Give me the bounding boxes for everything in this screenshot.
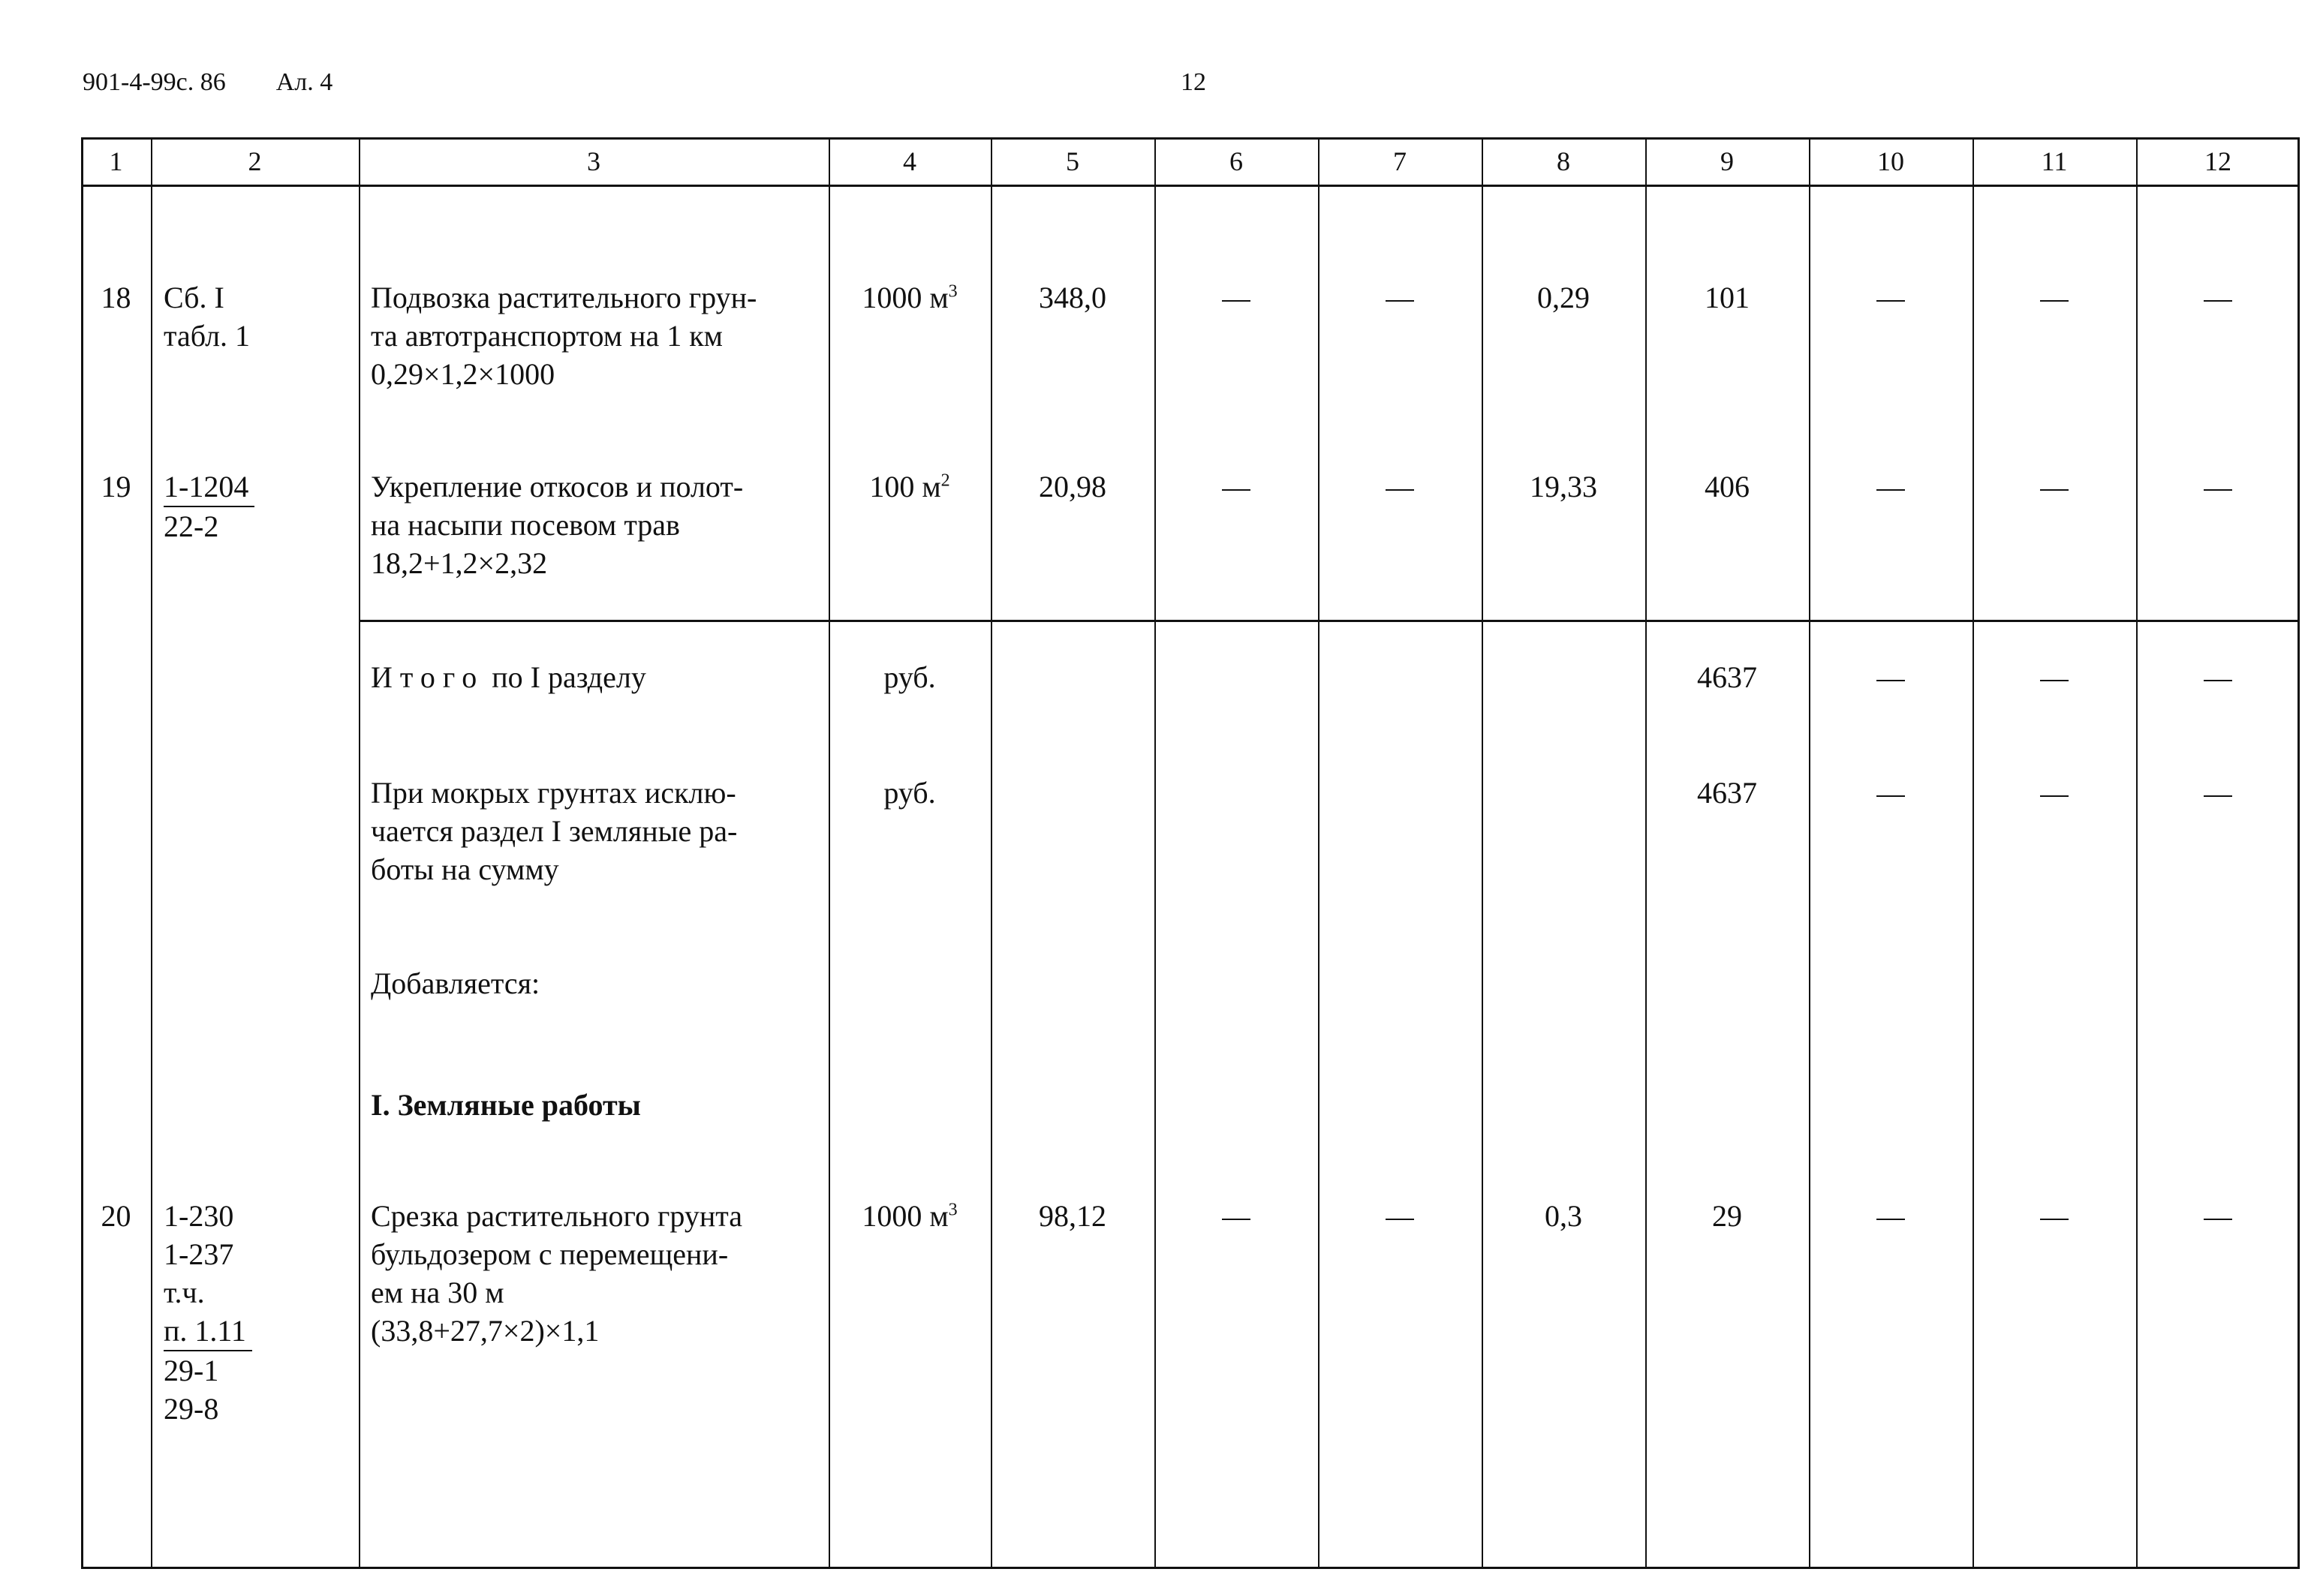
wet-soil-line-2: чается раздел I земляные ра- bbox=[371, 814, 738, 848]
wet-soil-note bbox=[371, 774, 737, 888]
row-19-col-5: 20,98 bbox=[1039, 470, 1106, 503]
col-divider-7 bbox=[1482, 137, 1483, 1569]
col-header-8: 8 bbox=[1557, 146, 1570, 176]
col-header-2: 2 bbox=[248, 146, 262, 176]
col-divider-4 bbox=[991, 137, 992, 1569]
total-col-10 bbox=[1809, 658, 1972, 696]
col-divider-10 bbox=[1972, 137, 1974, 1569]
row-19-col-6 bbox=[1154, 467, 1318, 506]
row-20-num: 20 bbox=[101, 1199, 131, 1233]
row-20-unit-text: 1000 м bbox=[862, 1199, 949, 1233]
row-20-col-9: 29 bbox=[1712, 1199, 1742, 1233]
wet-soil-line-3: боты на сумму bbox=[371, 852, 559, 886]
total-col-9: 4637 bbox=[1697, 660, 1757, 694]
col-header-3: 3 bbox=[587, 146, 600, 176]
dash-mark bbox=[2040, 489, 2069, 491]
col-header-4: 4 bbox=[903, 146, 916, 176]
row-19-col-8: 19,33 bbox=[1530, 470, 1597, 503]
row-19-desc-line-2: на насыпи посевом трав bbox=[371, 508, 680, 542]
row-20-col-7 bbox=[1318, 1197, 1482, 1235]
row-20-code-line-3: т.ч. bbox=[164, 1276, 205, 1309]
wet-soil-col-11 bbox=[1972, 774, 2136, 812]
row-20-unit bbox=[829, 1197, 991, 1235]
total-word: Итого bbox=[371, 660, 485, 694]
col-header-10: 10 bbox=[1877, 146, 1904, 176]
row-18-code bbox=[164, 278, 250, 355]
dash-mark bbox=[1386, 489, 1414, 491]
row-18-description bbox=[371, 278, 757, 393]
col-divider-6 bbox=[1318, 137, 1320, 1569]
dash-mark bbox=[2040, 300, 2069, 302]
summary-divider bbox=[359, 620, 2300, 622]
col-header-5: 5 bbox=[1066, 146, 1079, 176]
row-18-col-6 bbox=[1154, 278, 1318, 317]
row-20-code-line-6: 29-8 bbox=[164, 1392, 219, 1426]
dash-mark bbox=[1386, 300, 1414, 302]
col-divider-5 bbox=[1154, 137, 1156, 1569]
col-divider-8 bbox=[1645, 137, 1647, 1569]
row-18-unit-sup: 3 bbox=[948, 281, 958, 302]
row-19-unit-sup: 2 bbox=[940, 470, 950, 491]
wet-soil-unit: руб. bbox=[883, 776, 936, 810]
row-18-col-7 bbox=[1318, 278, 1482, 317]
row-19-col-7 bbox=[1318, 467, 1482, 506]
row-18-col-11 bbox=[1972, 278, 2136, 317]
row-20-col-10 bbox=[1809, 1197, 1972, 1235]
col-divider-1 bbox=[151, 137, 152, 1569]
col-divider-3 bbox=[829, 137, 830, 1569]
row-20-code-line-2: 1-237 bbox=[164, 1237, 234, 1271]
row-18-desc-line-1: Подвозка растительного грун- bbox=[371, 281, 757, 314]
dash-mark bbox=[1222, 1219, 1250, 1220]
total-rest: по I разделу bbox=[484, 660, 646, 694]
dash-mark bbox=[1222, 489, 1250, 491]
row-18-col-9: 101 bbox=[1705, 281, 1750, 314]
doc-id: 901-4-99с. 86 bbox=[83, 68, 226, 96]
row-19-col-10 bbox=[1809, 467, 1972, 506]
row-20-code-line-1: 1-230 bbox=[164, 1199, 234, 1233]
total-col-12 bbox=[2136, 658, 2300, 696]
row-20-col-8: 0,3 bbox=[1545, 1199, 1582, 1233]
row-20-code-fraction-top: п. 1.11 bbox=[164, 1312, 252, 1351]
sheet-label: Ал. 4 bbox=[275, 68, 333, 96]
row-19-col-11 bbox=[1972, 467, 2136, 506]
dash-mark bbox=[1876, 795, 1905, 797]
doc-header-left bbox=[83, 68, 333, 98]
added-label: Добавляется: bbox=[371, 966, 540, 1000]
row-19-desc-line-1: Укрепление откосов и полот- bbox=[371, 470, 744, 503]
row-20-code-line-5: 29-1 bbox=[164, 1354, 219, 1387]
dash-mark bbox=[1876, 1219, 1905, 1220]
row-19-col-9: 406 bbox=[1705, 470, 1750, 503]
row-18-col-12 bbox=[2136, 278, 2300, 317]
dash-mark bbox=[2204, 795, 2232, 797]
dash-mark bbox=[1876, 489, 1905, 491]
col-header-11: 11 bbox=[2041, 146, 2068, 176]
dash-mark bbox=[1222, 300, 1250, 302]
dash-mark bbox=[2204, 680, 2232, 681]
row-19-code-top: 1-1204 bbox=[164, 467, 254, 507]
row-19-code-bottom: 22-2 bbox=[164, 509, 219, 543]
wet-soil-col-9: 4637 bbox=[1697, 776, 1757, 810]
total-unit: руб. bbox=[883, 660, 936, 694]
row-18-desc-line-2: та автотранспортом на 1 км bbox=[371, 319, 723, 353]
row-18-unit bbox=[829, 278, 991, 317]
wet-soil-line-1: При мокрых грунтах исклю- bbox=[371, 776, 736, 810]
dash-mark bbox=[1876, 300, 1905, 302]
row-19-code bbox=[164, 467, 254, 546]
dash-mark bbox=[2040, 795, 2069, 797]
row-18-unit-text: 1000 м bbox=[862, 281, 949, 314]
section-title: I. Земляные работы bbox=[371, 1088, 641, 1122]
row-19-desc-line-3: 18,2+1,2×2,32 bbox=[371, 546, 548, 580]
dash-mark bbox=[2040, 680, 2069, 681]
row-20-col-6 bbox=[1154, 1197, 1318, 1235]
col-divider-2 bbox=[359, 137, 360, 1569]
row-20-desc-line-4: (33,8+27,7×2)×1,1 bbox=[371, 1314, 600, 1348]
row-20-unit-sup: 3 bbox=[948, 1200, 958, 1220]
row-19-unit bbox=[829, 467, 991, 506]
col-header-12: 12 bbox=[2204, 146, 2231, 176]
row-19-description bbox=[371, 467, 743, 582]
section-total-label bbox=[371, 658, 646, 696]
dash-mark bbox=[1386, 1219, 1414, 1220]
row-20-code bbox=[164, 1197, 252, 1428]
dash-mark bbox=[1876, 680, 1905, 681]
col-divider-11 bbox=[2136, 137, 2138, 1569]
col-header-6: 6 bbox=[1229, 146, 1243, 176]
row-20-col-5: 98,12 bbox=[1039, 1199, 1106, 1233]
row-20-col-12 bbox=[2136, 1197, 2300, 1235]
dash-mark bbox=[2204, 1219, 2232, 1220]
wet-soil-col-12 bbox=[2136, 774, 2300, 812]
dash-mark bbox=[2204, 489, 2232, 491]
col-header-9: 9 bbox=[1720, 146, 1734, 176]
row-20-description bbox=[371, 1197, 742, 1350]
row-20-desc-line-1: Срезка растительного грунта bbox=[371, 1199, 742, 1233]
dash-mark bbox=[2040, 1219, 2069, 1220]
row-18-desc-line-3: 0,29×1,2×1000 bbox=[371, 357, 555, 391]
row-18-col-10 bbox=[1809, 278, 1972, 317]
row-18-col-8: 0,29 bbox=[1537, 281, 1590, 314]
row-20-col-11 bbox=[1972, 1197, 2136, 1235]
wet-soil-col-10 bbox=[1809, 774, 1972, 812]
row-18-col-5: 348,0 bbox=[1039, 281, 1106, 314]
row-19-unit-text: 100 м bbox=[869, 470, 941, 503]
row-18-code-line-2: табл. 1 bbox=[164, 319, 251, 353]
page-number: 12 bbox=[1181, 68, 1206, 96]
row-20-desc-line-2: бульдозером с перемещени- bbox=[371, 1237, 729, 1271]
col-header-7: 7 bbox=[1393, 146, 1407, 176]
total-col-11 bbox=[1972, 658, 2136, 696]
header-divider bbox=[81, 185, 2300, 187]
row-18-code-line-1: Сб. I bbox=[164, 281, 224, 314]
row-20-desc-line-3: ем на 30 м bbox=[371, 1276, 504, 1309]
row-18-num: 18 bbox=[101, 281, 131, 314]
estimate-table bbox=[81, 137, 2300, 1569]
row-19-col-12 bbox=[2136, 467, 2300, 506]
dash-mark bbox=[2204, 300, 2232, 302]
col-divider-9 bbox=[1809, 137, 1810, 1569]
row-19-num: 19 bbox=[101, 470, 131, 503]
col-header-1: 1 bbox=[109, 146, 123, 176]
